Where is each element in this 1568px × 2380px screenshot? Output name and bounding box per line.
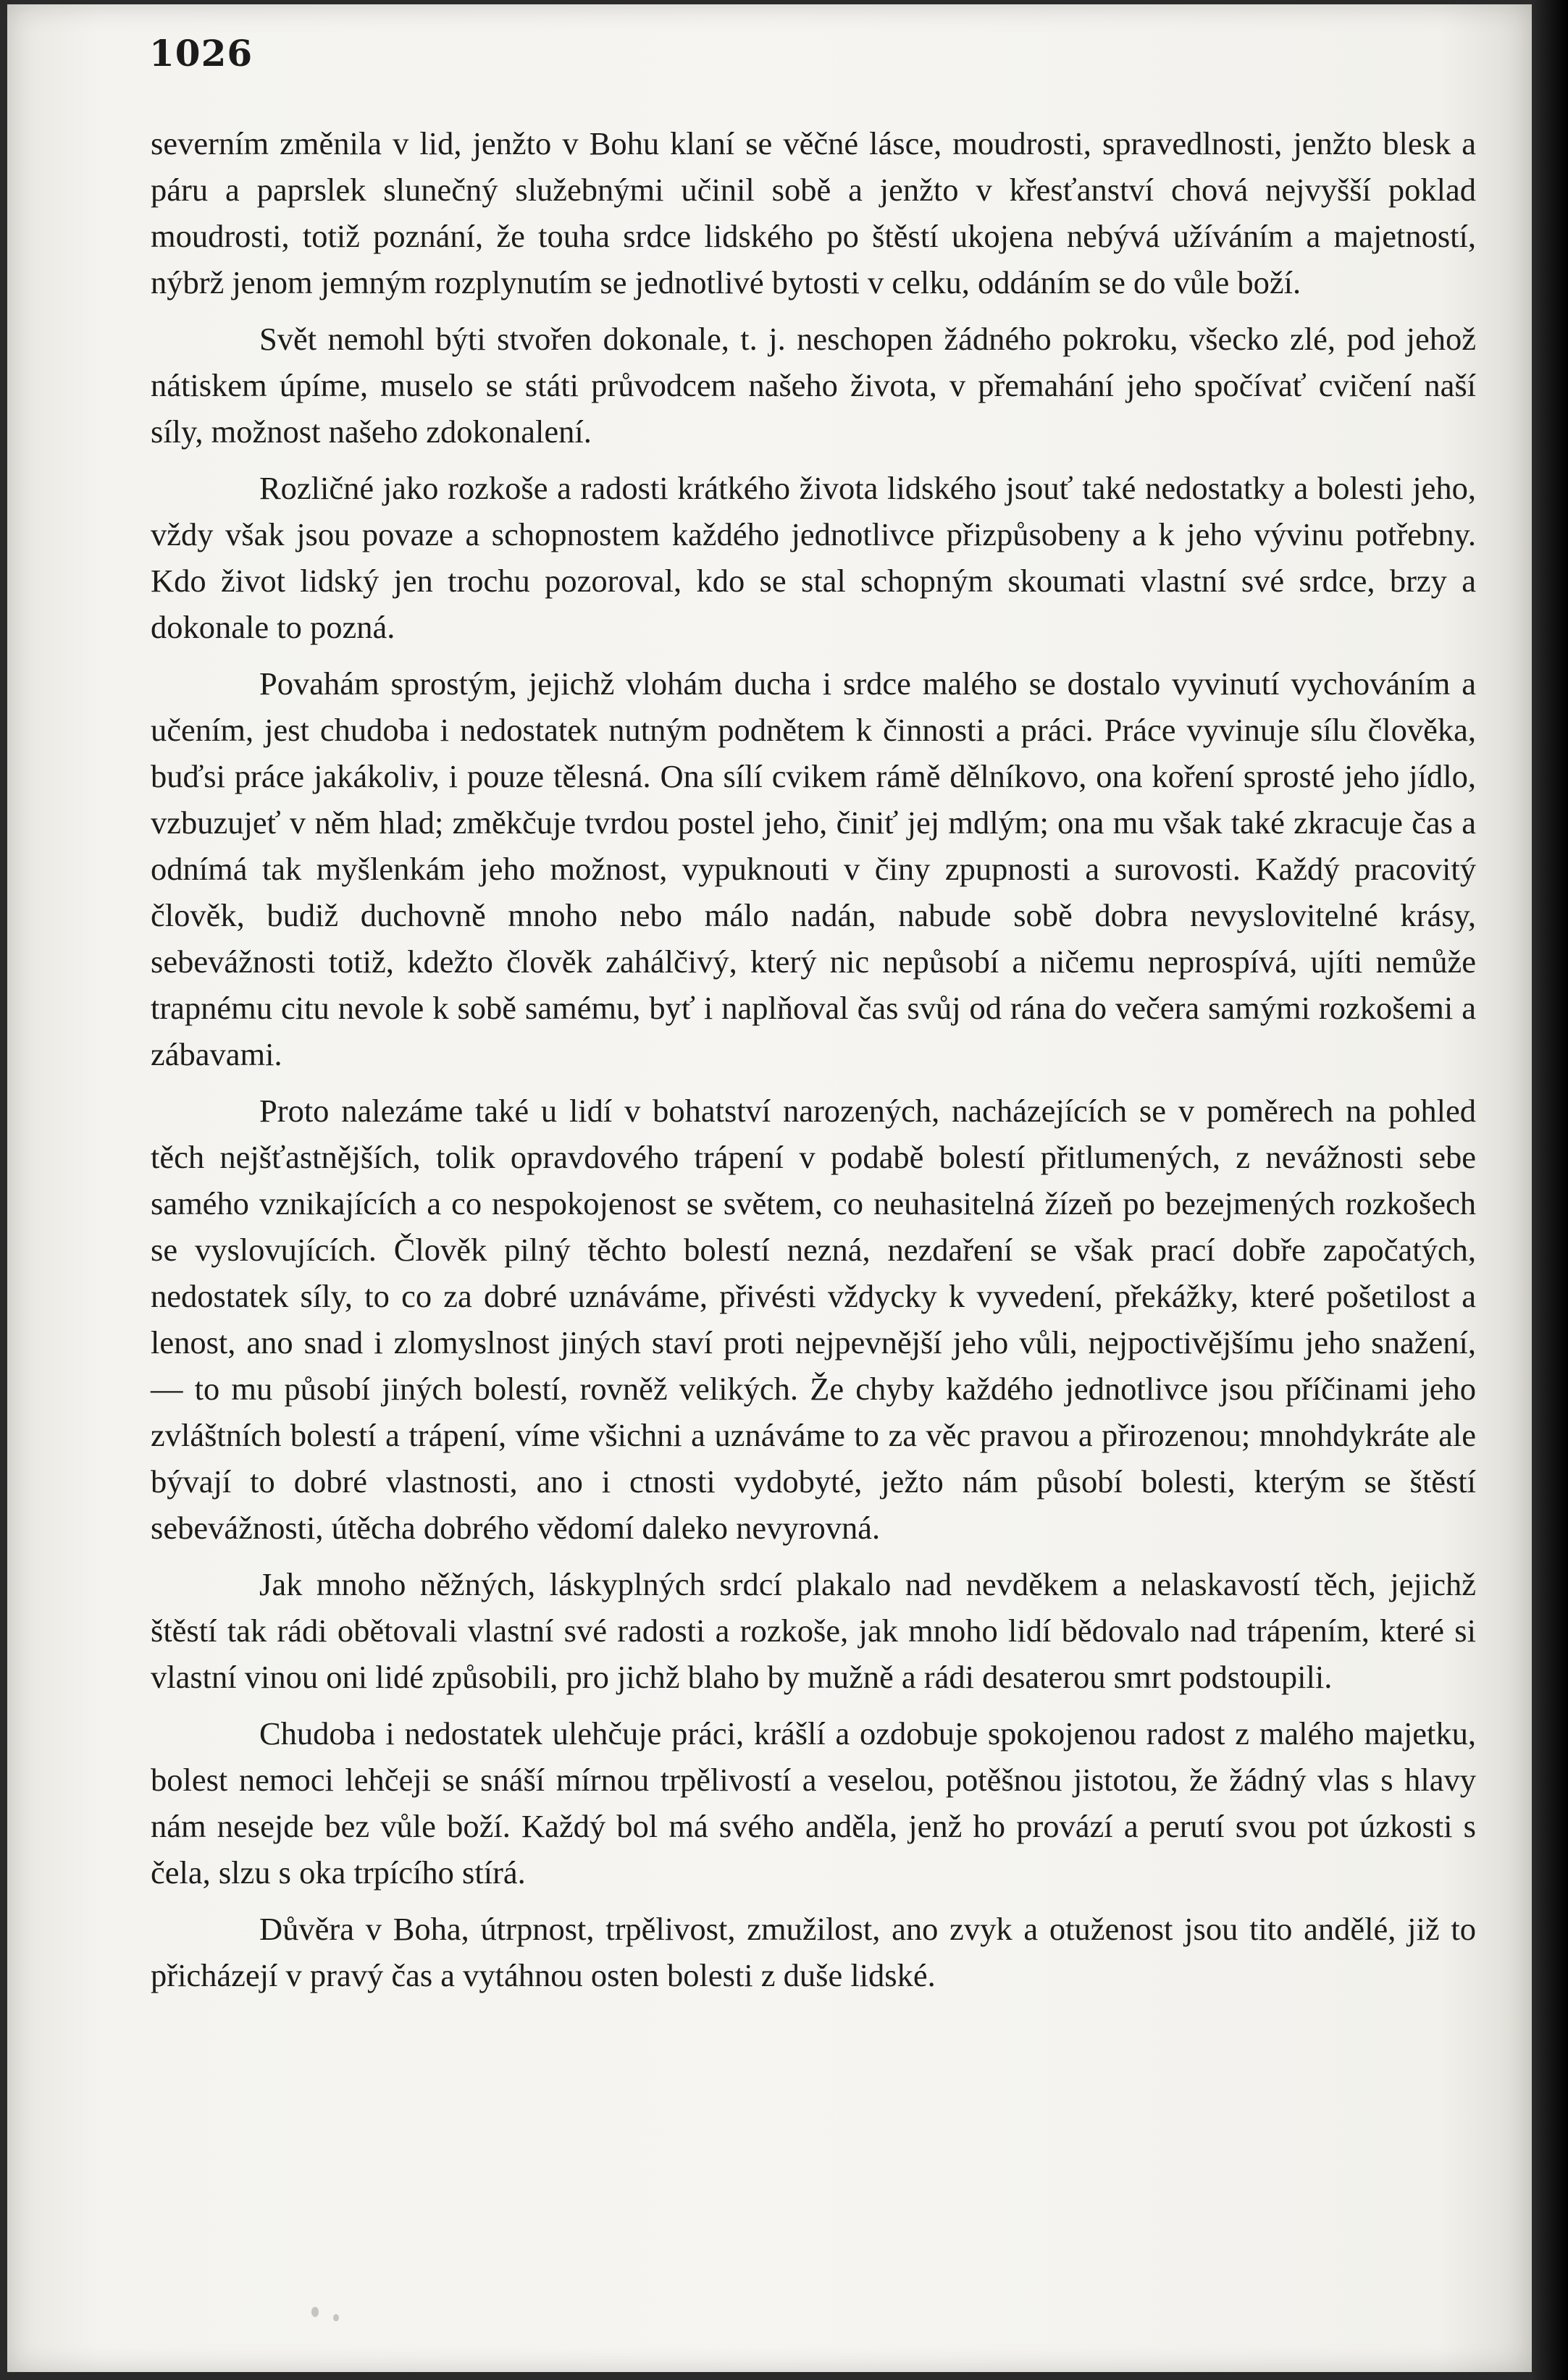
paragraph: Povahám sprostým, jejichž vlohám ducha i srdce malého se dostalo vyvinutí vychováním a učením, jest chudoba i nedostatek nutným podnětem k činnosti a práci. Práce vyvinuje sílu člověka, buďsi práce jakákoliv, i pouze tělesná. Ona sílí cvikem rámě dělníkovo, ona koření sprosté jeho jídlo, vzbuzujeť v něm hlad; změkčuje tvrdou postel jeho, činiť jej mdlým; ona mu však také zkracuje čas a odnímá tak myšlenkám jeho možnost, vypuknouti v činy zpupnosti a surovosti. Každý pracovitý člověk, budiž duchovně mnoho nebo málo nadán, nabude sobě dobra nevyslovitelné krásy, sebevážnosti totiž, kdežto člověk zahálčivý, který nic nepůsobí a ničemu neprospívá, ujíti nemůže trapnému citu nevole k sobě samému, byť i naplňoval čas svůj od rána do večera samými rozkošemi a zábavami. <box>151 665 1476 1072</box>
book-page <box>7 4 1532 2372</box>
ink-speck <box>311 2307 319 2317</box>
paragraph: Proto nalezáme také u lidí v bohatství narozených, nacházejících se v poměrech na pohled těch nejšťastnějších, tolik opravdového trápení v podabě bolestí přitlumených, z nevážnosti sebe samého vznikajících a co nespokojenost se světem, co neuhasitelná žízeň po bezejmených rozkošech se vyslovujících. Člověk pilný těchto bolestí nezná, nezdaření se však prací dobře započatých, nedostatek síly, to co za dobré uznáváme, přivésti vždycky k vyvedení, překážky, které pošetilost a lenost, ano snad i zlomyslnost jiných staví proti nejpevnější jeho vůli, nejpoctivějšímu jeho snažení, — to mu působí jiných bolestí, rovněž velikých. Že chyby každého jednotlivce jsou příčinami jeho zvláštních bolestí a trápení, víme všichni a uznáváme to za věc pravou a přirozenou; mnohdykráte ale bývají to dobré vlastnosti, ano i ctnosti vydobyté, ježto nám působí bolesti, kterým se štěstí sebevážnosti, útěcha dobrého vědomí daleko nevyrovná. <box>151 1093 1476 1546</box>
paragraph: Chudoba i nedostatek ulehčuje práci, krášlí a ozdobuje spokojenou radost z malého majetku, bolest nemoci lehčeji se snáší mírnou trpělivostí a veselou, potěšnou jistotou, že žádný vlas s hlavy nám nesejde bez vůle boží. Každý bol má svého anděla, jenž ho provází a perutí svou pot úzkosti s čela, slzu s oka trpícího stírá. <box>151 1715 1476 1891</box>
paragraph: Důvěra v Boha, útrpnost, trpělivost, zmužilost, ano zvyk a otuženost jsou tito andělé, již to přicházejí v pravý čas a vytáhnou osten bolesti z duše lidské. <box>151 1911 1476 1993</box>
paragraph: severním změnila v lid, jenžto v Bohu klaní se věčné lásce, moudrosti, spravedlnosti, jenžto blesk a páru a paprslek slunečný služebnými učinil sobě a jenžto v křesťanství chová nejvyšší poklad moudrosti, totiž poznání, že touha srdce lidského po štěstí ukojena nebývá užíváním a majetností, nýbrž jenom jemným rozplynutím se jednotlivé bytosti v celku, oddáním se do vůle boží. <box>151 125 1476 300</box>
paragraph: Jak mnoho něžných, láskyplných srdcí plakalo nad nevděkem a nelaskavostí těch, jejichž štěstí tak rádi obětovali vlastní své radosti a rozkoše, jak mnoho lidí bědovalo nad trápením, které si vlastní vinou oni lidé způsobili, pro jichž blaho by mužně a rádi desaterou smrt podstoupili. <box>151 1566 1476 1695</box>
body-text <box>151 120 1476 2009</box>
paragraph: Svět nemohl býti stvořen dokonale, t. j. neschopen žádného pokroku, všecko zlé, pod jehož nátiskem úpíme, muselo se státi průvodcem našeho života, v přemahání jeho spočívať cvičení naší síly, možnost našeho zdokonalení. <box>151 321 1476 450</box>
page-edge-shadow <box>1532 0 1568 2380</box>
ink-speck <box>333 2314 339 2321</box>
page-number: 1026 <box>149 32 253 75</box>
paragraph: Rozličné jako rozkoše a radosti krátkého života lidského jsouť také nedostatky a bolesti jeho, vždy však jsou povaze a schopnostem každého jednotlivce přizpůsobeny a k jeho vývinu potřebny. Kdo život lidský jen trochu pozoroval, kdo se stal schopným skoumati vlastní své srdce, brzy a dokonale to pozná. <box>151 470 1476 645</box>
